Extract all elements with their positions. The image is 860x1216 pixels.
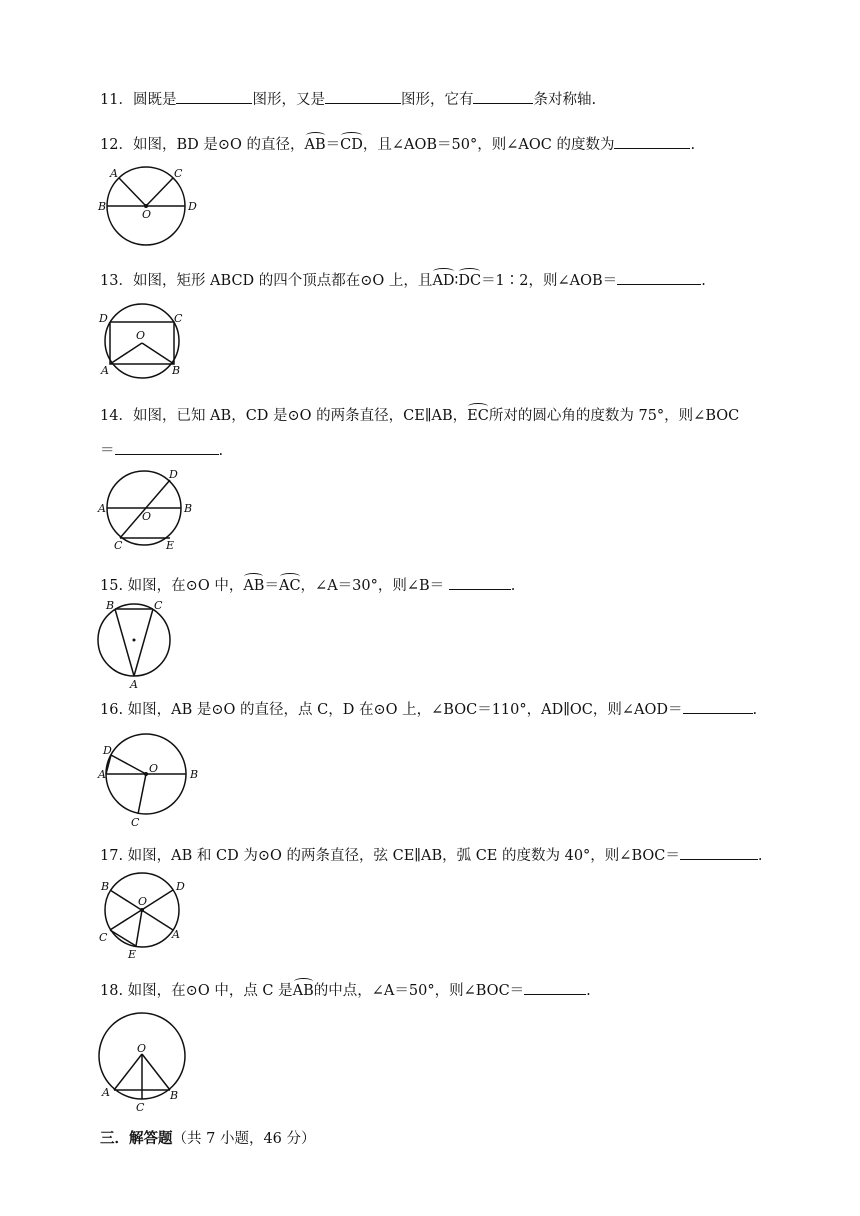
question-11 — [100, 89, 596, 110]
figure-q12 — [98, 164, 208, 250]
label-c: C — [154, 599, 163, 612]
question-number: 13． — [100, 273, 133, 289]
answer-blank[interactable] — [617, 270, 701, 285]
answer-blank[interactable] — [683, 699, 753, 714]
label-b: B — [101, 880, 110, 893]
question-text: 如图，已知 AB，CD 是⊙O 的两条直径，CE∥AB， — [132, 408, 468, 424]
answer-blank[interactable] — [614, 134, 690, 149]
label-a: A — [102, 1086, 110, 1099]
question-13 — [100, 270, 706, 291]
chord-ce — [110, 930, 136, 946]
label-b: B — [106, 599, 115, 612]
question-text: 图形，它有 — [400, 92, 474, 108]
label-o: O — [136, 329, 146, 342]
label-a: A — [110, 167, 118, 180]
question-text: 条对称轴. — [533, 92, 597, 108]
label-o: O — [142, 510, 152, 523]
question-14-cont — [100, 440, 223, 461]
label-d: D — [188, 200, 197, 213]
question-text: 图形，又是 — [252, 92, 325, 108]
chord-ab — [115, 609, 134, 676]
question-number: 15. — [100, 578, 124, 594]
label-a: A — [98, 502, 106, 515]
question-text: . — [757, 848, 763, 864]
answer-blank[interactable] — [449, 575, 511, 590]
question-text: 如图，AB 和 CD 为⊙O 的两条直径，弦 CE∥AB，弧 CE 的度数为 40°，则∠BOC＝ — [127, 848, 680, 864]
label-o: O — [142, 208, 152, 221]
question-text: 如图，矩形 ABCD 的四个顶点都在⊙O 上，且 — [132, 273, 433, 289]
label-c: C — [99, 931, 108, 944]
radius-oc — [146, 178, 173, 206]
segment-oa — [114, 1054, 142, 1090]
question-number: 12． — [100, 137, 133, 153]
label-a: A — [172, 928, 180, 941]
segment-oe — [136, 910, 142, 946]
question-text: . — [752, 702, 758, 718]
label-o: O — [149, 762, 159, 775]
question-18 — [100, 980, 591, 1001]
label-b: B — [170, 1089, 179, 1102]
question-14 — [100, 406, 739, 426]
segment-ob — [142, 343, 174, 364]
question-17 — [100, 845, 762, 866]
label-c: C — [136, 1101, 145, 1114]
question-text: . — [690, 137, 696, 153]
question-text: . — [510, 578, 516, 594]
arc-symbol: CD — [340, 137, 363, 153]
question-text: ＝ — [100, 443, 115, 459]
arc-symbol: AB — [243, 578, 265, 594]
label-o: O — [138, 895, 148, 908]
question-15 — [100, 575, 515, 596]
arc-symbol: AB — [292, 983, 314, 999]
label-d: D — [99, 312, 108, 325]
arc-symbol: AC — [278, 578, 301, 594]
answer-blank[interactable] — [176, 89, 252, 104]
label-d: D — [176, 880, 185, 893]
answer-blank[interactable] — [473, 89, 533, 104]
question-text: ∶ — [454, 273, 459, 289]
label-b: B — [190, 768, 199, 781]
label-d: D — [169, 468, 178, 481]
center-point — [133, 639, 136, 642]
arc-symbol: AB — [304, 137, 326, 153]
label-e: E — [128, 948, 137, 961]
question-text: 的中点，∠A＝50°，则∠BOC＝ — [313, 983, 525, 999]
arc-symbol: DC — [458, 273, 482, 289]
segment-oc — [138, 774, 146, 814]
question-text: ＝1∶2，则∠AOB＝ — [481, 273, 618, 289]
answer-blank[interactable] — [325, 89, 401, 104]
question-number: 18. — [100, 983, 124, 999]
figure-q16 — [98, 730, 208, 830]
question-12 — [100, 134, 695, 155]
question-text: ，且∠AOB＝50°，则∠AOC 的度数为 — [362, 137, 615, 153]
section-heading — [100, 1127, 316, 1148]
segment-od — [111, 755, 146, 774]
label-d: D — [103, 744, 112, 757]
label-a: A — [98, 768, 106, 781]
question-text: 如图，BD 是⊙O 的直径， — [132, 137, 305, 153]
chord-ac — [134, 609, 153, 676]
label-a: A — [130, 678, 138, 691]
question-text: 如图，AB 是⊙O 的直径，点 C，D 在⊙O 上，∠BOC＝110°，AD∥OC，则∠AOD＝ — [127, 702, 683, 718]
figure-q13 — [98, 302, 190, 382]
label-b: B — [184, 502, 193, 515]
figure-q14 — [98, 468, 198, 552]
arc-symbol: AD — [432, 273, 455, 289]
figure-q15 — [96, 600, 176, 690]
section-note: （共 7 小题，46 分） — [172, 1131, 316, 1147]
question-text: ，∠A＝30°，则∠B＝ — [300, 578, 445, 594]
center-point — [144, 772, 148, 776]
radius-oa — [119, 178, 146, 206]
diameter-cd — [120, 480, 170, 538]
label-a: A — [101, 364, 109, 377]
center-point — [140, 908, 144, 912]
label-c: C — [114, 539, 123, 552]
question-text: ＝ — [325, 137, 341, 153]
question-number: 16. — [100, 702, 124, 718]
question-number: 14． — [100, 408, 133, 424]
question-text: 如图，在⊙O 中， — [127, 578, 244, 594]
figure-q18 — [96, 1010, 196, 1116]
arc-symbol: EC — [467, 408, 489, 424]
question-text: ＝ — [264, 578, 279, 594]
segment-ob — [142, 1054, 170, 1090]
question-text: . — [218, 443, 224, 459]
label-b: B — [98, 200, 107, 213]
question-text: 如图，在⊙O 中，点 C 是 — [127, 983, 293, 999]
label-c: C — [131, 816, 140, 829]
section-title: 三．解答题 — [100, 1130, 173, 1147]
question-16 — [100, 699, 757, 720]
segment-oa — [110, 343, 142, 364]
answer-blank[interactable] — [524, 980, 586, 995]
question-number: 17. — [100, 848, 124, 864]
question-text: 圆既是 — [132, 92, 177, 108]
label-c: C — [174, 312, 183, 325]
question-number: 11． — [100, 92, 133, 108]
question-text: . — [586, 983, 591, 999]
question-text: . — [701, 273, 706, 289]
answer-blank[interactable] — [115, 440, 219, 455]
label-c: C — [174, 167, 183, 180]
label-e: E — [166, 539, 175, 552]
label-o: O — [137, 1042, 147, 1055]
question-text: 所对的圆心角的度数为 75°，则∠BOC — [488, 408, 740, 424]
answer-blank[interactable] — [680, 845, 758, 860]
label-b: B — [172, 364, 181, 377]
figure-q17 — [98, 872, 198, 962]
